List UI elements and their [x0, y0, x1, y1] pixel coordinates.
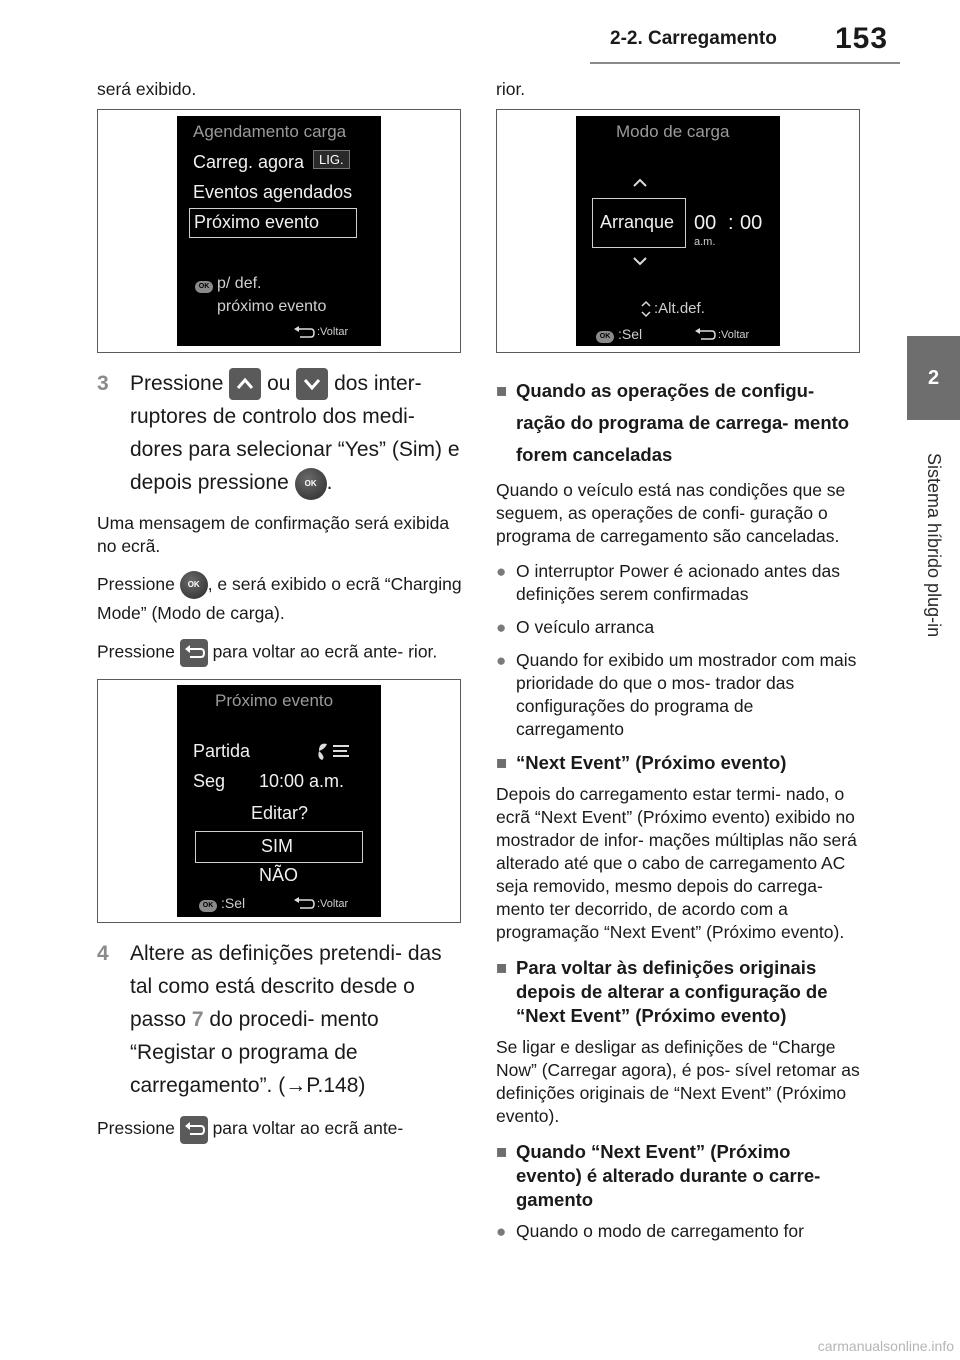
- note-press-back-2: [97, 1114, 462, 1143]
- square-bullet-icon: ■: [496, 1141, 508, 1162]
- back-key-icon: [180, 1116, 208, 1144]
- header-rule: [590, 62, 900, 64]
- paragraph-next-event: Depois do carregamento estar termi- nado, o ecrã “Next Event” (Próximo evento) exibido no mostrador de infor- mações múltiplas não será alterado até que o cabo de carregamento AC seja removido, mesmo depois do carrega- mento ter decorrido, de acordo com a programação “Next Event” (Próximo evento).: [496, 784, 857, 942]
- note2-text-a: Pressione: [97, 573, 175, 594]
- ok-button-icon: OK: [180, 571, 208, 599]
- list-item-text: O veículo arranca: [516, 617, 655, 637]
- paragraph-voltar: Se ligar e desligar as definições de “Charge Now” (Carregar agora), é pos- sível retomar as definições originais de “Next Event” (Próximo evento).: [496, 1037, 860, 1126]
- round-bullet-icon: ●: [496, 618, 507, 637]
- right-column: [496, 78, 861, 1253]
- ok-badge-icon: OK: [195, 281, 213, 293]
- chapter-side-title-wrap: [907, 430, 960, 660]
- step4-ref: 7: [191, 1008, 204, 1032]
- screen-row-eventos: Eventos agendados: [193, 182, 353, 202]
- page-number: 153: [835, 22, 889, 55]
- step-number: 3: [97, 372, 109, 395]
- left-column: [97, 78, 462, 1156]
- step4-text-a: Altere as definições pretendi- das tal como está descrito desde o passo: [130, 942, 442, 1032]
- step4-text-b: do procedi- mento “Registar o programa de carregamento”. (→P.148): [130, 1008, 379, 1098]
- screen-sel: :Sel: [221, 895, 246, 912]
- screen-sel: :Sel: [618, 326, 643, 342]
- list-item-text: O interruptor Power é acionado antes das definições serem confirmadas: [516, 561, 840, 604]
- fan-icon: [313, 739, 353, 763]
- screen-frame-modo: [496, 109, 860, 353]
- screen-option: Arranque: [600, 212, 675, 232]
- screen-title: Modo de carga: [616, 122, 730, 141]
- note3-text-a: Pressione: [97, 641, 175, 662]
- watermark: carmanualsonline.info: [817, 1338, 954, 1354]
- chapter-side-title: Sistema híbrido plug-in: [924, 452, 944, 638]
- screen-ampm: a.m.: [694, 236, 716, 248]
- chapter-number: 2: [927, 366, 940, 389]
- note2-text-b: , e será exibido o ecrã “Charging Mode” (Modo de carga).: [97, 573, 462, 624]
- note-press-back: [97, 639, 462, 667]
- chevron-down-icon: [632, 256, 648, 266]
- left-intro: será exibido.: [97, 79, 197, 99]
- up-key-icon: [229, 368, 261, 400]
- note-press-ok: [97, 570, 462, 627]
- screen-title: Próximo evento: [215, 691, 334, 711]
- screen-opt-nao: NÃO: [259, 865, 299, 886]
- heading-text: Quando as operações de configu- ração do programa de carrega- mento forem canceladas: [516, 380, 850, 465]
- screen-proximo-evento: [177, 685, 381, 917]
- back-arrow-icon: [293, 897, 315, 911]
- heading-canceladas: [496, 375, 861, 471]
- round-bullet-icon: ●: [496, 651, 507, 670]
- screen-colon: :: [728, 212, 734, 234]
- heading-text: “Next Event” (Próximo evento): [516, 752, 787, 773]
- screen-row-editar: Editar?: [251, 803, 309, 824]
- screen-back: :Voltar: [718, 329, 750, 341]
- heading-alterado: [496, 1140, 861, 1212]
- list-item-text: Quando for exibido um mostrador com mais prioridade do que o mos- trador das configurações do programa de carregamento: [516, 650, 857, 739]
- heading-text: Para voltar às definições originais depois de alterar a configuração de “Next Event” (Próximo evento): [516, 957, 828, 1026]
- screen-row-carreg: Carreg. agora: [193, 152, 305, 172]
- screen-title: Agendamento carga: [193, 122, 347, 141]
- back-arrow-icon: [694, 328, 716, 342]
- heading-next-event: [496, 751, 861, 775]
- step-3: [97, 367, 462, 500]
- note4-text-a: Pressione: [97, 1118, 175, 1139]
- right-intro: rior.: [496, 79, 526, 99]
- ok-badge-icon: OK: [199, 900, 217, 912]
- screen-modo-carga: [576, 116, 780, 346]
- chevron-up-icon: [632, 178, 648, 188]
- step3-text-c: dos inter- ruptores de controlo dos medi- dores para selecionar “Yes” (Sim) e depois pressione: [130, 372, 460, 495]
- step3-text-d: .: [326, 471, 333, 495]
- list-item: [496, 560, 861, 606]
- screen-frame-proximo: [97, 679, 461, 923]
- round-bullet-icon: ●: [496, 562, 507, 581]
- step-text: [130, 937, 462, 1102]
- screen-hint-2: próximo evento: [217, 298, 327, 315]
- list-item: [496, 649, 861, 741]
- step-4: [97, 937, 462, 1102]
- screen-row-time: 10:00 a.m.: [259, 771, 345, 792]
- list-item: [496, 616, 861, 639]
- paragraph-canceladas: Quando o veículo está nas condições que se seguem, as operações de confi- guração o programa de carregamento são canceladas.: [496, 480, 846, 546]
- screen-altdef: :Alt.def.: [654, 300, 705, 317]
- square-bullet-icon: ■: [496, 957, 508, 978]
- list-item-text: Quando o modo de carregamento for: [516, 1221, 804, 1241]
- step3-text-a: Pressione: [130, 372, 224, 395]
- screen-back: :Voltar: [317, 326, 349, 338]
- section-title: 2-2. Carregamento: [610, 28, 777, 49]
- square-bullet-icon: ■: [496, 752, 508, 773]
- ok-badge-icon: OK: [596, 331, 614, 343]
- down-key-icon: [296, 368, 328, 400]
- chapter-tab: [907, 336, 960, 420]
- square-bullet-icon: ■: [496, 380, 508, 401]
- list-item: [496, 1220, 861, 1243]
- screen-hint-1: p/ def.: [217, 275, 262, 292]
- screen-row-day: Seg: [193, 771, 226, 792]
- screen-row-partida: Partida: [193, 741, 251, 762]
- note3-text-b: para voltar ao ecrã ante- rior.: [212, 641, 438, 662]
- screen-row-proximo: Próximo evento: [194, 212, 320, 232]
- up-down-icon: [640, 300, 652, 318]
- screen-minute: 00: [740, 212, 763, 234]
- step-number: 4: [97, 942, 109, 966]
- back-key-icon: [180, 639, 208, 667]
- screen-back: :Voltar: [317, 898, 349, 911]
- screen-agendamento: [177, 116, 381, 346]
- back-arrow-icon: [293, 326, 315, 340]
- screen-hour: 00: [694, 212, 717, 234]
- screen-frame-agendamento: [97, 109, 461, 353]
- screen-opt-sim: SIM: [261, 836, 294, 857]
- heading-voltar: [496, 956, 861, 1028]
- step3-text-b: ou: [267, 372, 291, 395]
- step-text: [130, 367, 462, 500]
- heading-text: Quando “Next Event” (Próximo evento) é alterado durante o carre- gamento: [516, 1141, 821, 1210]
- note4-text-b: para voltar ao ecrã ante-: [212, 1118, 404, 1139]
- ok-button-icon: OK: [295, 468, 327, 500]
- round-bullet-icon: ●: [496, 1222, 507, 1241]
- note-confirmation: Uma mensagem de confirmação será exibida no ecrã.: [97, 512, 450, 556]
- screen-row-carreg-value: LIG.: [313, 150, 350, 169]
